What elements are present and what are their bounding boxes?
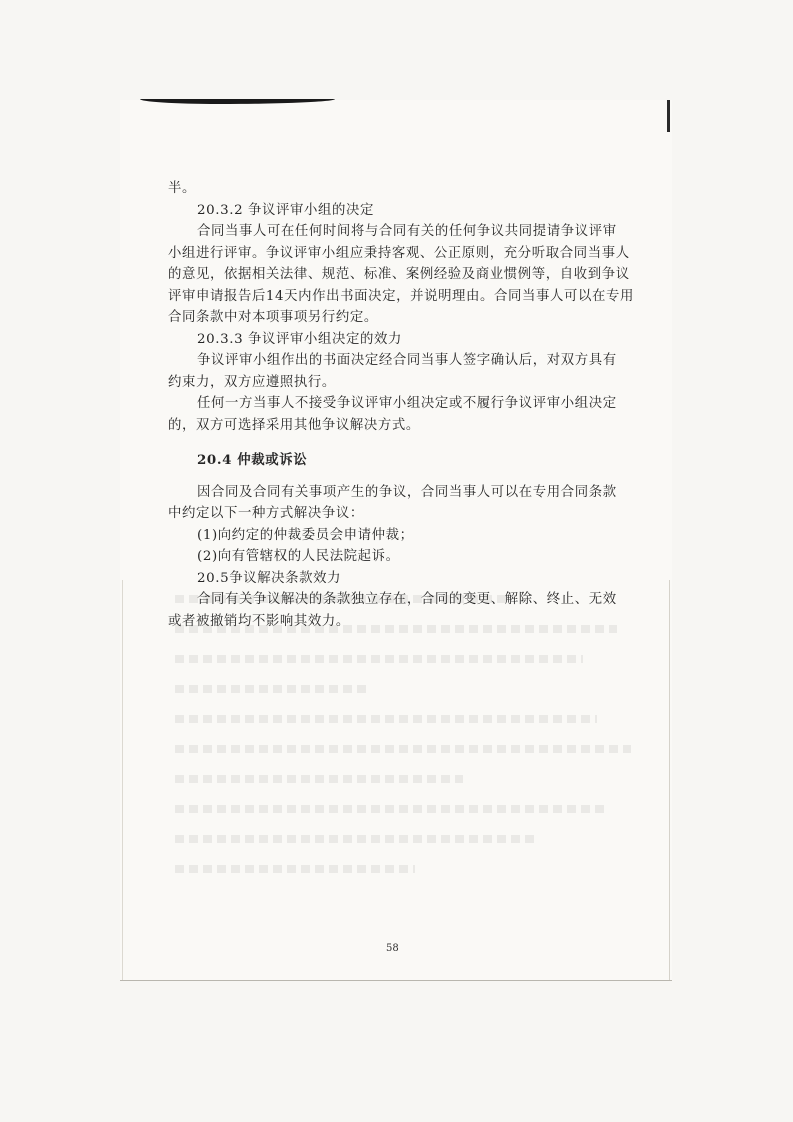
section-heading-20-3-3: 20.3.3 争议评审小组决定的效力 [197,331,402,347]
text-line: 因合同及合同有关事项产生的争议，合同当事人可以在专用合同条款 [197,484,617,500]
text-line: 合同条款中对本项事项另行约定。 [168,310,378,325]
text-line: 评审申请报告后14天内作出书面决定，并说明理由。合同当事人可以在专用 [168,288,634,304]
text-line: 合同有关争议解决的条款独立存在，合同的变更、解除、终止、无效 [197,592,617,607]
scan-left-edge-faint [122,580,123,980]
text-line: 合同当事人可在任何时间将与合同有关的任何争议共同提请争议评审 [197,224,617,239]
show-through-text [175,595,655,915]
text-line: 任何一方当事人不接受争议评审小组决定或不履行争议评审小组决定 [197,396,617,411]
document-body [168,178,660,632]
page-number: 58 [386,943,399,954]
scan-right-edge-faint [669,580,670,980]
text-line: 小组进行评审。争议评审小组应秉持客观、公正原则，充分听取合同当事人 [168,245,630,261]
text-line: 的意见，依据相关法律、规范、标准、案例经验及商业惯例等，自收到争议 [168,267,630,282]
section-heading-20-3-2: 20.3.2 争议评审小组的决定 [197,202,374,218]
text-line: 中约定以下一种方式解决争议： [168,506,364,521]
text-line: 争议评审小组作出的书面决定经合同当事人签字确认后，对双方具有 [197,353,617,368]
scan-right-edge [667,100,670,132]
text-line: 半。 [168,181,196,196]
list-item: (1)向约定的仲裁委员会申请仲裁； [197,527,414,543]
text-line: 或者被撤销均不影响其效力。 [168,613,350,629]
text-line: 约束力，双方应遵照执行。 [168,374,336,390]
list-item: (2)向有管辖权的人民法院起诉。 [197,549,400,564]
section-heading-20-5: 20.5争议解决条款效力 [197,570,342,586]
section-heading-20-4: 20.4 仲裁或诉讼 [197,452,308,468]
text-line: 的，双方可选择采用其他争议解决方式。 [168,417,420,433]
